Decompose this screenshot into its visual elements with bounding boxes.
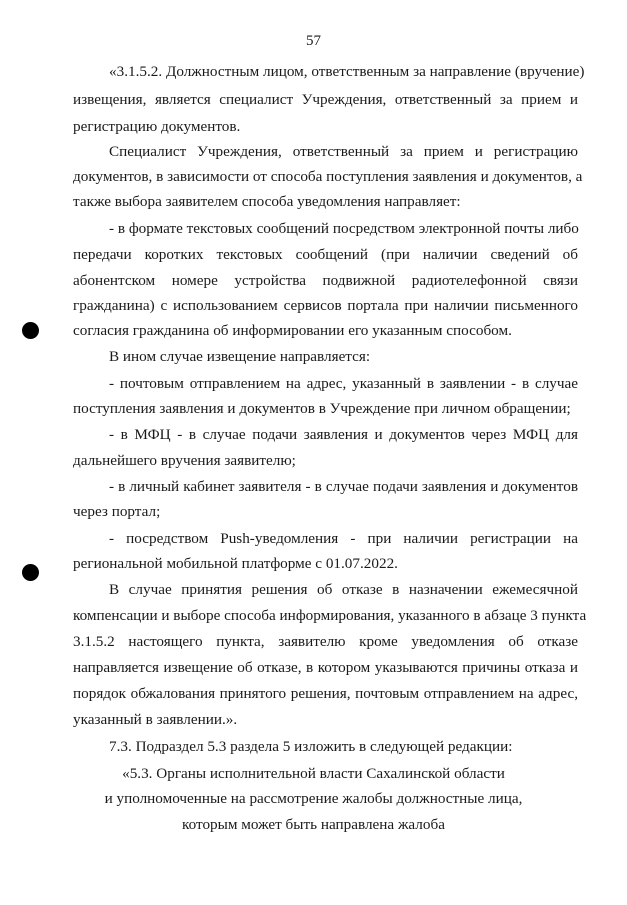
text-line: - посредством Push-уведомления - при наличии регистрации на (109, 530, 578, 547)
page-number: 57 (306, 33, 321, 49)
section-heading-line: и уполномоченные на рассмотрение жалобы должностные лица, (104, 790, 523, 807)
text-line: регистрацию документов. (73, 118, 241, 135)
text-line: В случае принятия решения об отказе в назначении ежемесячной (109, 581, 578, 598)
text-line: порядок обжалования принятого решения, почтовым отправлением на адрес, (73, 685, 578, 702)
text-line: Специалист Учреждения, ответственный за прием и регистрацию (109, 143, 578, 160)
section-heading-line: которым может быть направлена жалоба (182, 816, 445, 833)
text-line: 7.3. Подраздел 5.3 раздела 5 изложить в следующей редакции: (109, 738, 513, 755)
text-line: - в формате текстовых сообщений посредством электронной почты либо (109, 220, 579, 237)
text-line: «3.1.5.2. Должностным лицом, ответственным за направление (вручение) (109, 63, 585, 80)
text-line: 3.1.5.2 настоящего пункта, заявителю кроме уведомления об отказе (73, 633, 578, 650)
punch-hole-bottom (22, 564, 39, 581)
text-line: - в МФЦ - в случае подачи заявления и документов через МФЦ для (109, 426, 578, 443)
text-line: региональной мобильной платформе с 01.07.2022. (73, 555, 398, 572)
punch-hole-top (22, 322, 39, 339)
text-line: передачи коротких текстовых сообщений (при наличии сведений об (73, 246, 578, 263)
text-line: дальнейшего вручения заявителю; (73, 452, 296, 469)
section-heading-line: «5.3. Органы исполнительной власти Сахалинской области (122, 765, 505, 782)
text-line: - в личный кабинет заявителя - в случае подачи заявления и документов (109, 478, 578, 495)
text-line: абонентском номере устройства подвижной радиотелефонной связи (73, 272, 578, 289)
text-line: указанный в заявлении.». (73, 711, 238, 728)
text-line: направляется извещение об отказе, в котором указываются причины отказа и (73, 659, 578, 676)
text-line: через портал; (73, 503, 161, 520)
text-line: извещения, является специалист Учреждения, ответственный за прием и (73, 91, 578, 108)
text-line: В ином случае извещение направляется: (109, 348, 371, 365)
text-line: согласия гражданина об информировании его указанным способом. (73, 322, 512, 339)
text-line: гражданина) с использованием сервисов портала при наличии письменного (73, 297, 578, 314)
text-line: компенсации и выборе способа информирования, указанного в абзаце 3 пункта (73, 607, 587, 624)
text-line: поступления заявления и документов в Учреждение при личном обращении; (73, 400, 571, 417)
text-line: также выбора заявителем способа уведомления направляет: (73, 193, 461, 210)
text-line: документов, в зависимости от способа поступления заявления и документов, а (73, 168, 583, 185)
text-line: - почтовым отправлением на адрес, указанный в заявлении - в случае (109, 375, 578, 392)
